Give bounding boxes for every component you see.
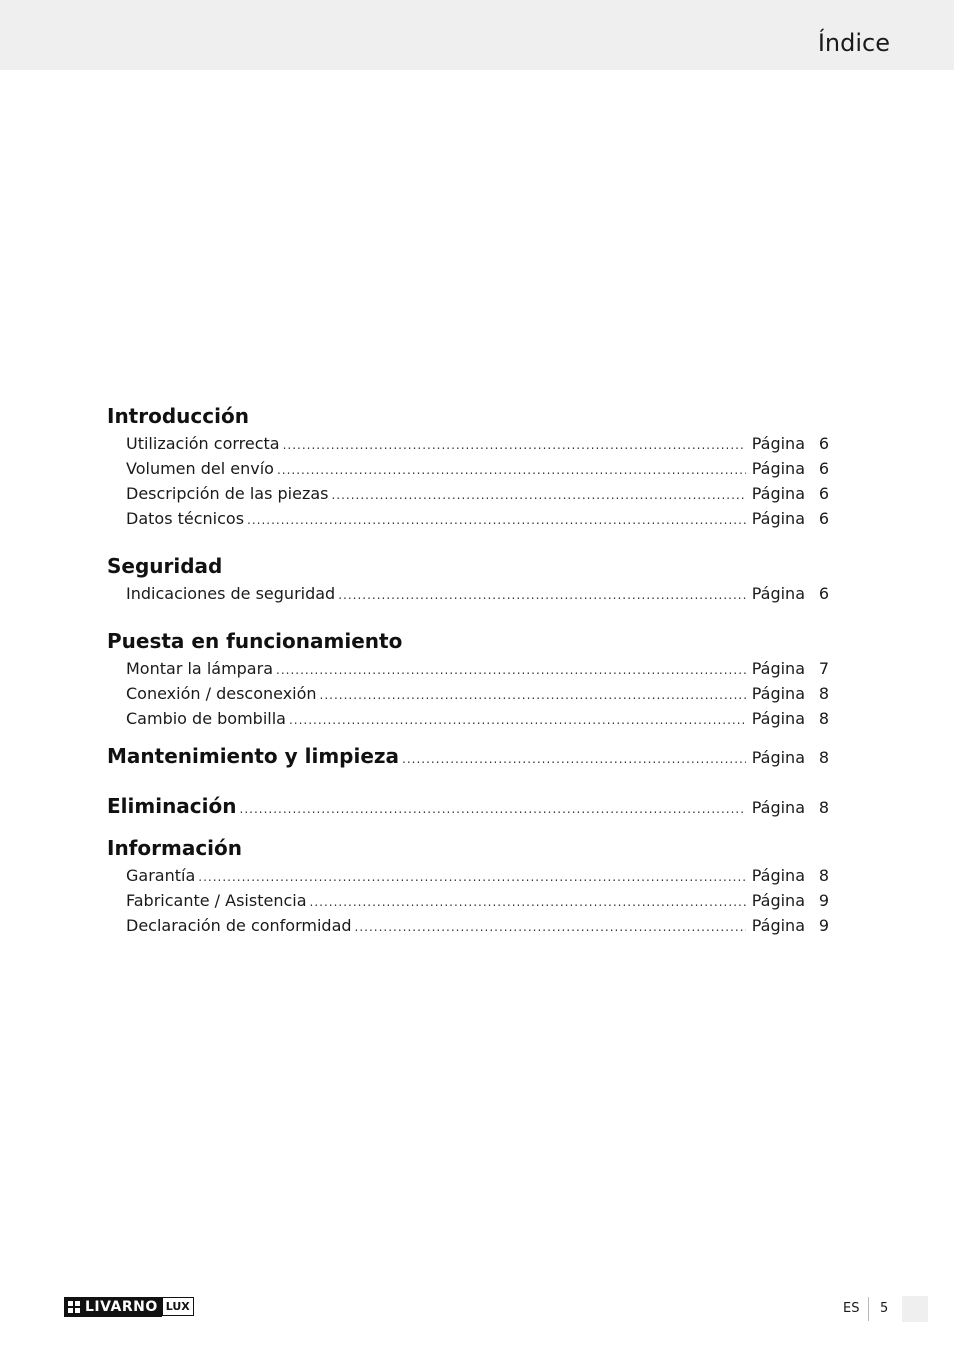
page-number: 6 xyxy=(818,459,829,478)
page-word: Página xyxy=(751,434,805,453)
leader-dots xyxy=(289,708,746,733)
toc-section-informacion xyxy=(107,833,829,938)
page-word: Página xyxy=(751,866,805,885)
table-of-contents xyxy=(107,401,829,938)
toc-section-eliminacion[interactable] xyxy=(107,781,829,831)
entry-label: Datos técnicos xyxy=(126,509,245,528)
section-title: Eliminación xyxy=(107,794,237,818)
page-number: 7 xyxy=(818,659,829,678)
page-word: Página xyxy=(751,891,805,910)
leader-dots xyxy=(283,433,746,458)
page-number: 9 xyxy=(818,916,829,935)
page-word: Página xyxy=(751,584,805,603)
page-word: Página xyxy=(751,709,805,728)
toc-entry[interactable] xyxy=(107,456,829,481)
page-word: Página xyxy=(751,509,805,528)
leader-dots xyxy=(310,890,746,915)
toc-entry[interactable] xyxy=(107,431,829,456)
toc-entry[interactable] xyxy=(107,656,829,681)
section-title: Seguridad xyxy=(107,554,223,578)
logo-suffix: LUX xyxy=(162,1297,194,1316)
logo-main xyxy=(64,1297,162,1317)
page-word: Página xyxy=(751,684,805,703)
leader-dots xyxy=(276,658,746,683)
entry-label: Volumen del envío xyxy=(126,459,274,478)
page-number: 8 xyxy=(818,684,829,703)
logo-squares-icon xyxy=(68,1301,80,1313)
entry-label: Garantía xyxy=(126,866,196,885)
logo-text: LIVARNO xyxy=(85,1299,158,1315)
page-word: Página xyxy=(751,659,805,678)
header-band xyxy=(0,0,954,70)
language-code: ES xyxy=(843,1301,860,1316)
leader-dots xyxy=(402,734,746,784)
toc-entry[interactable] xyxy=(107,913,829,938)
leader-dots xyxy=(277,458,746,483)
section-title: Información xyxy=(107,836,243,860)
page-word: Página xyxy=(751,459,805,478)
leader-dots xyxy=(331,483,745,508)
entry-label: Utilización correcta xyxy=(126,434,280,453)
page-word: Página xyxy=(751,748,805,767)
entry-label: Conexión / desconexión xyxy=(126,684,317,703)
leader-dots xyxy=(240,784,746,834)
entry-label: Indicaciones de seguridad xyxy=(126,584,336,603)
page-title: Índice xyxy=(817,29,890,57)
page-number: 8 xyxy=(818,709,829,728)
footer-divider xyxy=(868,1297,869,1321)
entry-label: Fabricante / Asistencia xyxy=(126,891,307,910)
page-word: Página xyxy=(751,484,805,503)
entry-label: Montar la lámpara xyxy=(126,659,273,678)
page-number: 8 xyxy=(818,866,829,885)
footer-tab-box xyxy=(902,1296,928,1322)
entry-label: Cambio de bombilla xyxy=(126,709,286,728)
toc-entry[interactable] xyxy=(107,581,829,606)
toc-section-puesta xyxy=(107,626,829,731)
entry-label: Descripción de las piezas xyxy=(126,484,329,503)
leader-dots xyxy=(320,683,746,708)
leader-dots xyxy=(198,865,745,890)
toc-entry[interactable] xyxy=(107,481,829,506)
page-word: Página xyxy=(751,916,805,935)
section-title: Puesta en funcionamiento xyxy=(107,629,403,653)
page-number: 6 xyxy=(818,509,829,528)
page-number: 6 xyxy=(818,434,829,453)
leader-dots xyxy=(355,915,746,940)
page-word: Página xyxy=(751,798,805,817)
page-number: 9 xyxy=(818,891,829,910)
toc-entry[interactable] xyxy=(107,888,829,913)
toc-section-mantenimiento[interactable] xyxy=(107,731,829,781)
toc-entry[interactable] xyxy=(107,706,829,731)
toc-entry[interactable] xyxy=(107,506,829,531)
page-number: 8 xyxy=(818,748,829,767)
entry-label: Declaración de conformidad xyxy=(126,916,352,935)
page-number-footer: 5 xyxy=(880,1301,889,1316)
toc-section-introduccion xyxy=(107,401,829,531)
toc-entry[interactable] xyxy=(107,681,829,706)
section-title: Mantenimiento y limpieza xyxy=(107,744,400,768)
page-number: 6 xyxy=(818,484,829,503)
page-number: 8 xyxy=(818,798,829,817)
toc-section-seguridad xyxy=(107,551,829,606)
brand-logo xyxy=(64,1297,194,1317)
toc-entry[interactable] xyxy=(107,863,829,888)
section-title: Introducción xyxy=(107,404,249,428)
page-number: 6 xyxy=(818,584,829,603)
leader-dots xyxy=(338,583,746,608)
leader-dots xyxy=(247,508,746,533)
